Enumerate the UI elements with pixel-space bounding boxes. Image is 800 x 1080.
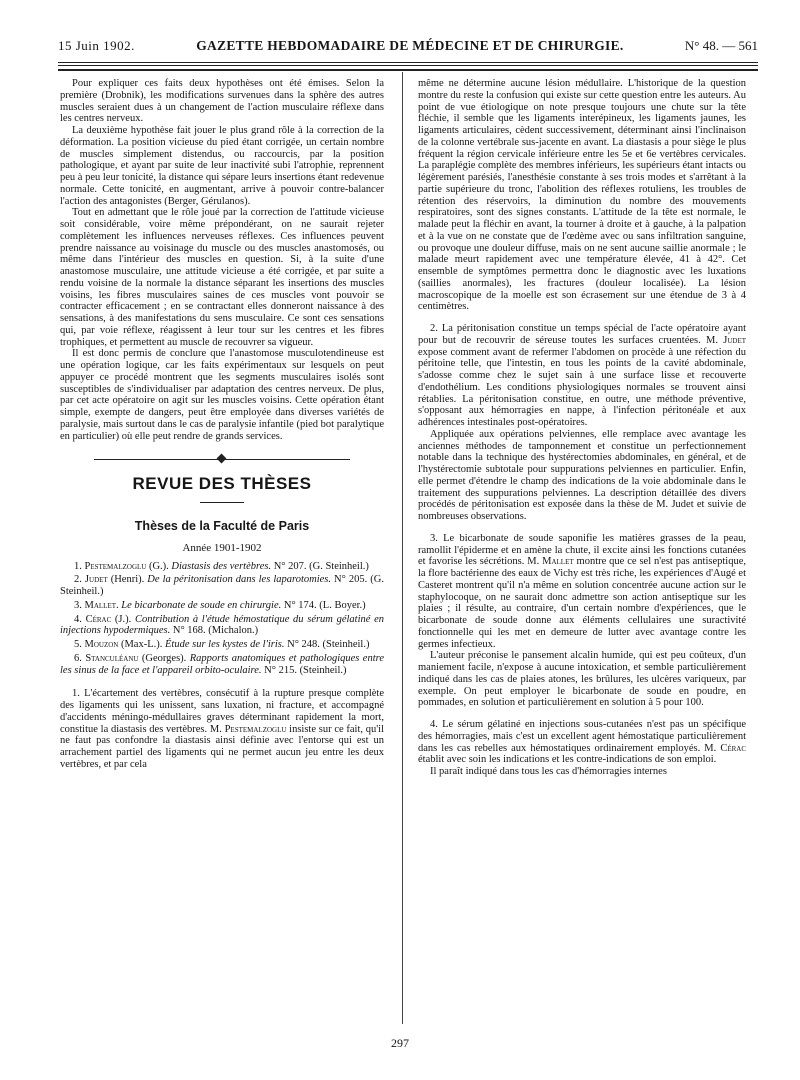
thesis-title: Rapports anatomiques et pathologiques entre les sinus de la face et l'appareil orbito-oculaire. (60, 652, 384, 676)
paragraph: 4. Le sérum gélatiné en injections sous-cutanées n'est pas un spécifique des hémorragies, mais c'est un excellent agent hémostatique particulièrement dans les cas rebelles aux hémostatiques ordinairement employés. M. Cérac établit avec soin les indications et les contre-indications de son emploi. (418, 719, 746, 766)
left-column (60, 78, 384, 771)
thesis-entry (60, 561, 384, 573)
thesis-author: Mallet (84, 599, 116, 611)
paragraph: Tout en admettant que le rôle joué par la correction de l'attitude vicieuse soit considérable, voire même prépondérant, on ne saurait rejeter complètement les influences nerveuses réflexes. Ces influences peuvent prendre naissance au voisinage du muscle ou des muscles anastomosés, ou même dans l'intérieur des muscles en question. Si, à la suite d'une anastomose musculaire, une attitude vicieuse a été corrigée, et par suite a rendu voisine de la normale la distance séparant les insertions des muscles voisins, les fibres musculaires saines de ces muscles vont pouvoir se contracter efficacement ; en se contractant elles donneront naissance à des sensations, à des manifestations du sens musculaire. Ce sont ces sensations qui, par voie réflexe, réagissent à leur tour sur les centres et les fibres trophiques, et permettent au muscle de recouvrer sa vigueur. (60, 207, 384, 348)
column-divider (402, 72, 403, 1024)
thesis-entry (60, 574, 384, 598)
thesis-number: 6. (74, 652, 82, 664)
author-name: Cérac (720, 742, 746, 754)
section-ornament (60, 456, 384, 464)
running-header (58, 38, 758, 60)
paragraph: L'auteur préconise le pansement alcalin humide, qui est peu coûteux, d'un maniement facile, n'expose à aucune intoxication, et semble particulièrement indiqué dans les cas de plaies atones, les brûlures, les ulcères variqueux, par exemple. On peut employer le bicarbonate de soude en poudre, en pommades, en solution et particulièrement en solution à 5 pour 100. (418, 650, 746, 709)
header-rule (58, 65, 758, 66)
right-column (418, 78, 746, 778)
thesis-title: De la péritonisation dans les laparotomies. (147, 574, 331, 586)
thesis-number: 3. (74, 599, 82, 611)
thesis-title: Diastasis des vertèbres. (171, 560, 272, 572)
header-date: 15 Juin 1902. (58, 38, 135, 53)
author-name: Pestemalzoglu (224, 723, 287, 735)
section-subtitle: Thèses de la Faculté de Paris (134, 519, 310, 533)
paragraph: Appliquée aux opérations pelviennes, elle remplace avec avantage les anciennes méthodes de tamponnement et constitue un perfectionnement notable dans la technique des hystérectomies abdominales, en général, et de l'hystérectomie subtotale pour suppurations pelviennes en particulier. Enfin, elle permet d'étendre le champ des indications de la voie abdominale dans le traitement des suppurations pelviennes. La description détaillée des divers procédés de péritonisation est exposée dans la thèse de M. Judet et suivie de nombreuses observations. (418, 428, 746, 522)
thesis-entry (60, 639, 384, 651)
thesis-reference: N° 205. (G. Steinheil.) (60, 574, 384, 597)
header-rule (58, 69, 758, 71)
thesis-author-initials: (Max-L.). (118, 639, 165, 650)
thesis-author-initials: . (116, 599, 122, 611)
thesis-title: Le bicarbonate de soude en chirurgie. (121, 599, 282, 611)
divider (200, 502, 244, 503)
paragraph: La deuxième hypothèse fait jouer le plus grand rôle à la correction de la déformation. La position vicieuse du pied étant corrigée, un certain nombre de muscles simplement distendus, ou raccourcis, par la position pathologique, et ayant par suite de leur inactivité subi l'atrophie, reprennent peu à peu leur tonicité, la distance qui sépare leurs insertions étant redevenue normale. Cette tonicité, en augmentant, arrive à pouvoir contre-balancer l'action des antagonistes (Berger, Gérulanos). (60, 125, 384, 207)
thesis-number: 2. (74, 574, 82, 586)
thesis-title: Étude sur les kystes de l'iris. (165, 639, 285, 650)
thesis-author: Pestemalzoglu (84, 560, 147, 572)
page-number: 297 (391, 1036, 409, 1050)
thesis-author: Mouzon (84, 639, 119, 650)
thesis-entry (60, 614, 384, 638)
section-title: REVUE DES THÈSES (132, 474, 312, 494)
thesis-author: Stanculéanu (85, 652, 139, 664)
thesis-reference: N° 248. (Steinheil.) (284, 639, 370, 650)
paragraph: 2. La péritonisation constitue un temps spécial de l'acte opératoire ayant pour but de recouvrir de séreuse toutes les surfaces cruentées. M. Judet expose comment avant de refermer l'abdomen on procède à une réfection du péritoine telle, que l'intestin, en tous les points de la cavité abdominale, s'adosse comme chez le sujet sain à une surface lisse et recouverte d'endothélium. Les conditions physiologiques normales se trouvent ainsi rétablies. La péritonisation constitue, en outre, une méthode préventive, s'opposant aux hémorragies en nappe, à l'infection péritonéale et aux adhérences intestinales post-opératoires. (418, 323, 746, 428)
paragraph: 1. L'écartement des vertèbres, consécutif à la rupture presque complète des ligaments qui les unissent, sans luxation, ni fracture, et accompagné d'accidents méningo-médullaires graves déterminant rapidement la mort, constitue la diastasis des vertèbres. M. Pestemalzoglu insiste sur ce fait, qu'il ne faut pas confondre la diastasis ainsi définie avec l'entorse qui est un arrachement partiel des ligaments qui ne permet aucun jeu entre les deux vertèbres, et par cela (60, 688, 384, 770)
author-name: Judet (723, 334, 746, 346)
thesis-author-initials: (G.). (146, 560, 172, 572)
thesis-reference: N° 215. (Steinheil.) (261, 664, 347, 676)
thesis-number: 4. (74, 613, 82, 625)
author-name: Mallet (542, 556, 574, 568)
thesis-title: Contribution à l'étude hémostatique du sérum gélatiné en injections hypodermiques. (60, 613, 384, 637)
thesis-number: 5. (74, 639, 82, 650)
thesis-reference: N° 174. (L. Boyer.) (281, 599, 366, 611)
thesis-author-initials: (Henri). (107, 574, 148, 586)
thesis-author-initials: (J.). (111, 613, 135, 625)
thesis-reference: N° 207. (G. Steinheil.) (271, 560, 369, 572)
thesis-author-initials: (Georges). (138, 652, 190, 664)
theses-list (60, 561, 384, 677)
paragraph: Il est donc permis de conclure que l'anastomose musculotendineuse est une opération logique, car les faits expérimentaux sur lesquels on peut appuyer ce procédé montrent que les segments musculaires isolés sont susceptibles de s'individualiser par adaptation des centres nerveux. De plus, par cet acte opératoire on agit sur les muscles voisins. Cette opération étant simple, exempte de dangers, peut être employée dans diverses variétés de paralysie, mais surtout dans le cas de paralysie infantile (pied bot paralytique en particulier) où elle peut rendre de grands services. (60, 348, 384, 442)
header-rule (58, 62, 758, 63)
header-issue-page: N° 48. — 561 (684, 38, 758, 53)
thesis-entry (60, 600, 384, 612)
thesis-reference: N° 168. (Michalon.) (170, 625, 259, 637)
paragraph: Il paraît indiqué dans tous les cas d'hémorragies internes (430, 766, 667, 777)
thesis-entry (60, 653, 384, 677)
thesis-author: Judet (84, 574, 108, 586)
paragraph: Pour expliquer ces faits deux hypothèses ont été émises. Selon la première (Drobnik), les modifications survenues dans la sphère des autres muscles seraient dues à un changement de l'action musculaire réflexe dans les centres nerveux. (60, 78, 384, 125)
paragraph: même ne détermine aucune lésion médullaire. L'historique de la question montre du reste la confusion qui existe sur cette question entre les auteurs. Au point de vue étiologique on note presque toujours une chute sur la tête fléchie, il semble que les ligaments interépineux, les ligaments jaunes, les ligaments articulaires, cèdent successivement, déterminant ainsi l'inclinaison de la colonne vertébrale sus-jacente en avant. La diastasis a pour siège le plus fréquent la région cervicale inférieure entre les 5e et 6e vertèbres cervicales. La paraplégie complète des membres inférieurs, les supérieurs étant intacts ou légèrement parésiés, l'anesthésie constante à ses trois modes et s'arrêtant à la partie supérieure du tronc, l'abolition des réflexes rotuliens, les troubles de rétention des réservoirs, la diminution du nombre des mouvements respiratoires, sont des signes constants. L'attitude de la tête est normale, le malade peut la fléchir en avant, la tourner à droite et à gauche, à la palpation et à la vue on ne constate que de l'œdème avec ou sans infiltration sanguine, ou provoque une douleur diffuse, mais on ne sent aucune saillie anormale ; le malade meurt rapidement avec une température élevée, 41 à 42°. Cet ensemble de symptômes permettra donc le diagnostic avec les luxations (saillies anormales), les fractures (douleur localisée). La lésion macroscopique de la moelle est son écrasement sur une étendue de 3 à 4 centimètres. (418, 78, 747, 313)
thesis-author: Cérac (85, 613, 112, 625)
paragraph: 3. Le bicarbonate de soude saponifie les matières grasses de la peau, ramollit l'épiderme et en amène la chute, il excite ainsi les fonctions cutanées et favorise les sécrétions. M. Mallet montre que ce sel n'est pas antiseptique, la flore bactérienne des eaux de Vichy est très riche, les expériences d'Augé et Casteret montrent qu'il n'a même en solution concentrée aucune action sur le staphylocoque, on ne saurait donc admettre son action antiseptique sur les plaies ; il résulte, au contraire, d'un certain nombre d'expériences, que le bicarbonate de soude donne aux éléments cellulaires une suractivité fonctionnelle qui les met en demeure de lutter avec avantage contre les germes infectieux. (418, 532, 746, 650)
academic-year: Année 1901-1902 (182, 541, 262, 554)
thesis-number: 1. (74, 560, 82, 572)
header-journal-title: GAZETTE HEBDOMADAIRE DE MÉDECINE ET DE CHIRURGIE. (196, 38, 624, 53)
